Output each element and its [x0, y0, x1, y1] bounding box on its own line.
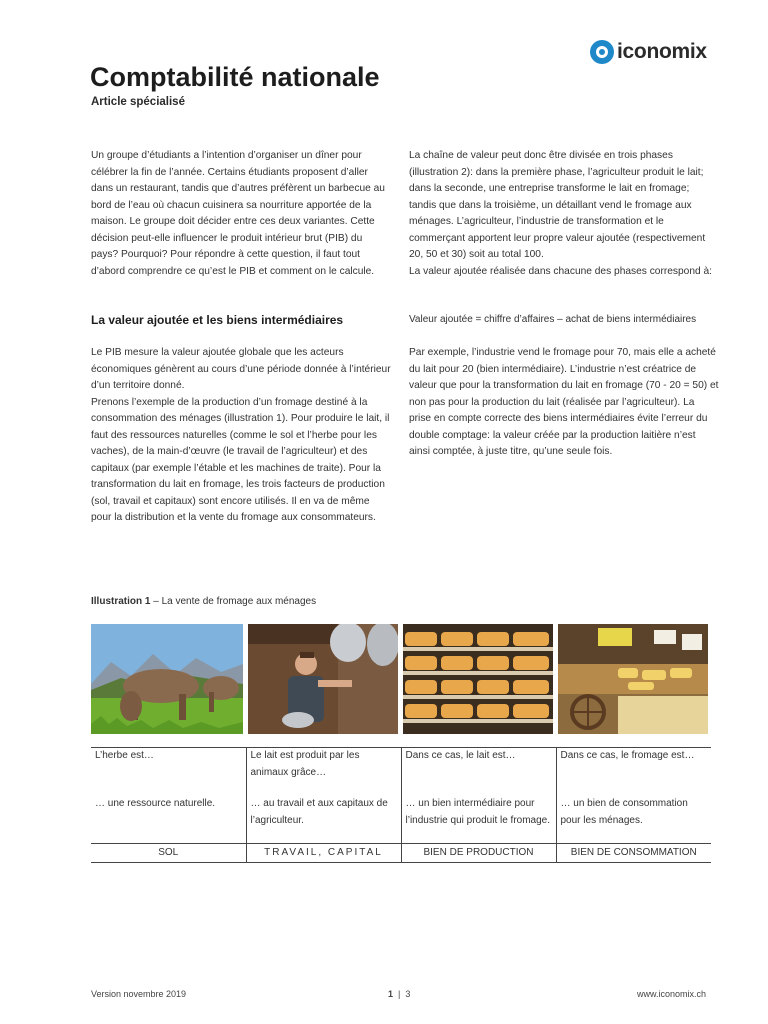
brand-name: iconomix [617, 40, 707, 63]
value-chain-table [91, 747, 711, 863]
page-separator: | [398, 989, 401, 999]
total-pages: 3 [405, 989, 411, 999]
iconomix-logo [590, 40, 707, 64]
table-cell: … un bien intermédiaire pour l’industrie qui produit le fromage. [401, 796, 556, 844]
example-paragraph: Par exemple, l’industrie vend le fromage pour 70, mais elle a acheté du lait pour 20 (bien intermédiaire). L’industrie n’est créatrice de valeur que pour la transformation du lait en fromage (70 - 20 = 50) et non pas pour la production du lait (réalisée par l’agriculteur). La prise en compte correcte des biens intermédiaires évite l’erreur du double comptage: la valeur créée par la production laitière n’est ainsi comptée, à juste titre, qu’une seule fois. [409, 347, 719, 457]
category-label: TRAVAIL, CAPITAL [246, 844, 401, 863]
photo-farmer-milk-cans [248, 624, 398, 734]
table-cell: Le lait est produit par les animaux grâce… [246, 748, 401, 797]
category-label: BIEN DE PRODUCTION [401, 844, 556, 863]
footer-url[interactable]: www.iconomix.ch [637, 989, 707, 999]
intro-paragraph: Un groupe d’étudiants a l’intention d’organiser un dîner pour célébrer la fin de l’année. Certains étudiants proposent d’aller dans un restaurant, tandis que d’autres préfèrent un barbecue au bord de l’eau où chacun cuisinera sa nourriture apportée de la maison. Le groupe doit décider entre ces deux variantes. Cette décision peut-elle influencer le produit intérieur brut (PIB) du pays? Pourquoi? Pour répondre à cette question, il faut tout d’abord comprendre ce qu’est le PIB et comment on le calcule. [91, 150, 385, 277]
page-title: Comptabilité nationale [90, 62, 380, 92]
photo-cows-grazing [91, 624, 243, 734]
table-cell: … au travail et aux capitaux de l’agriculteur. [246, 796, 401, 844]
current-page: 1 [388, 989, 394, 999]
page-subtitle: Article spécialisé [91, 96, 185, 108]
table-cell: Dans ce cas, le lait est… [401, 748, 556, 797]
footer-version: Version novembre 2019 [91, 989, 187, 999]
iconomix-logo-icon [590, 40, 614, 64]
table-row [91, 796, 711, 844]
table-cell: Dans ce cas, le fromage est… [556, 748, 711, 797]
table-row-categories [91, 844, 711, 863]
table-cell: L’herbe est… [91, 748, 246, 797]
photo-cheese-wheels [403, 624, 553, 734]
table-row [91, 748, 711, 797]
section-heading: La valeur ajoutée et les biens intermédiaires [91, 313, 344, 327]
category-label: SOL [91, 844, 246, 863]
illustration-caption [91, 596, 316, 607]
pib-definition [91, 345, 391, 527]
value-chain-text: La chaîne de valeur peut donc être divisée en trois phases (illustration 2): dans la première phase, l’agriculteur produit le lait; dans la seconde, une entreprise transforme le lait en fromage; tandis que dans la troisième, un détaillant vend le fromage aux ménages. L’agriculteur, l’industrie de transformation et le commerçant apportent leur propre valeur ajoutée (respectivement 20, 50 et 30) soit au total 100. [409, 150, 706, 260]
table-cell: … une ressource naturelle. [95, 798, 216, 809]
value-chain-paragraph [409, 148, 719, 280]
illustration-label: Illustration 1 [91, 596, 151, 607]
value-added-intro: La valeur ajoutée réalisée dans chacune des phases correspond à: [409, 265, 712, 277]
table-cell: … un bien de consommation pour les ménages. [556, 796, 711, 844]
value-added-formula: Valeur ajoutée = chiffre d’affaires – achat de biens intermédiaires [409, 314, 697, 325]
photo-cheese-market [558, 624, 708, 734]
pib-definition-text: Le PIB mesure la valeur ajoutée globale que les acteurs économiques génèrent au cours d’une période donnée à l’intérieur d’un territoire donné. [91, 347, 391, 391]
footer-page-number [388, 989, 410, 999]
illustration-caption-text: – La vente de fromage aux ménages [150, 596, 317, 607]
category-label: BIEN DE CONSOMMATION [556, 844, 711, 863]
cheese-example-text: Prenons l’exemple de la production d’un fromage destiné à la consommation des ménages (illustration 1). Pour produire le lait, il faut des ressources naturelles (comme le sol et l’herbe pour les vaches), de la main-d’œuvre (le travail de l’agriculteur) et des capitaux (par exemple l’étable et les machines de traite). Pour la transformation du lait en fromage, les trois facteurs de production (sol, travail et capitaux) sont encore utilisés. Il en va de même pour la distribution et la vente du fromage aux consommateurs. [91, 396, 390, 523]
